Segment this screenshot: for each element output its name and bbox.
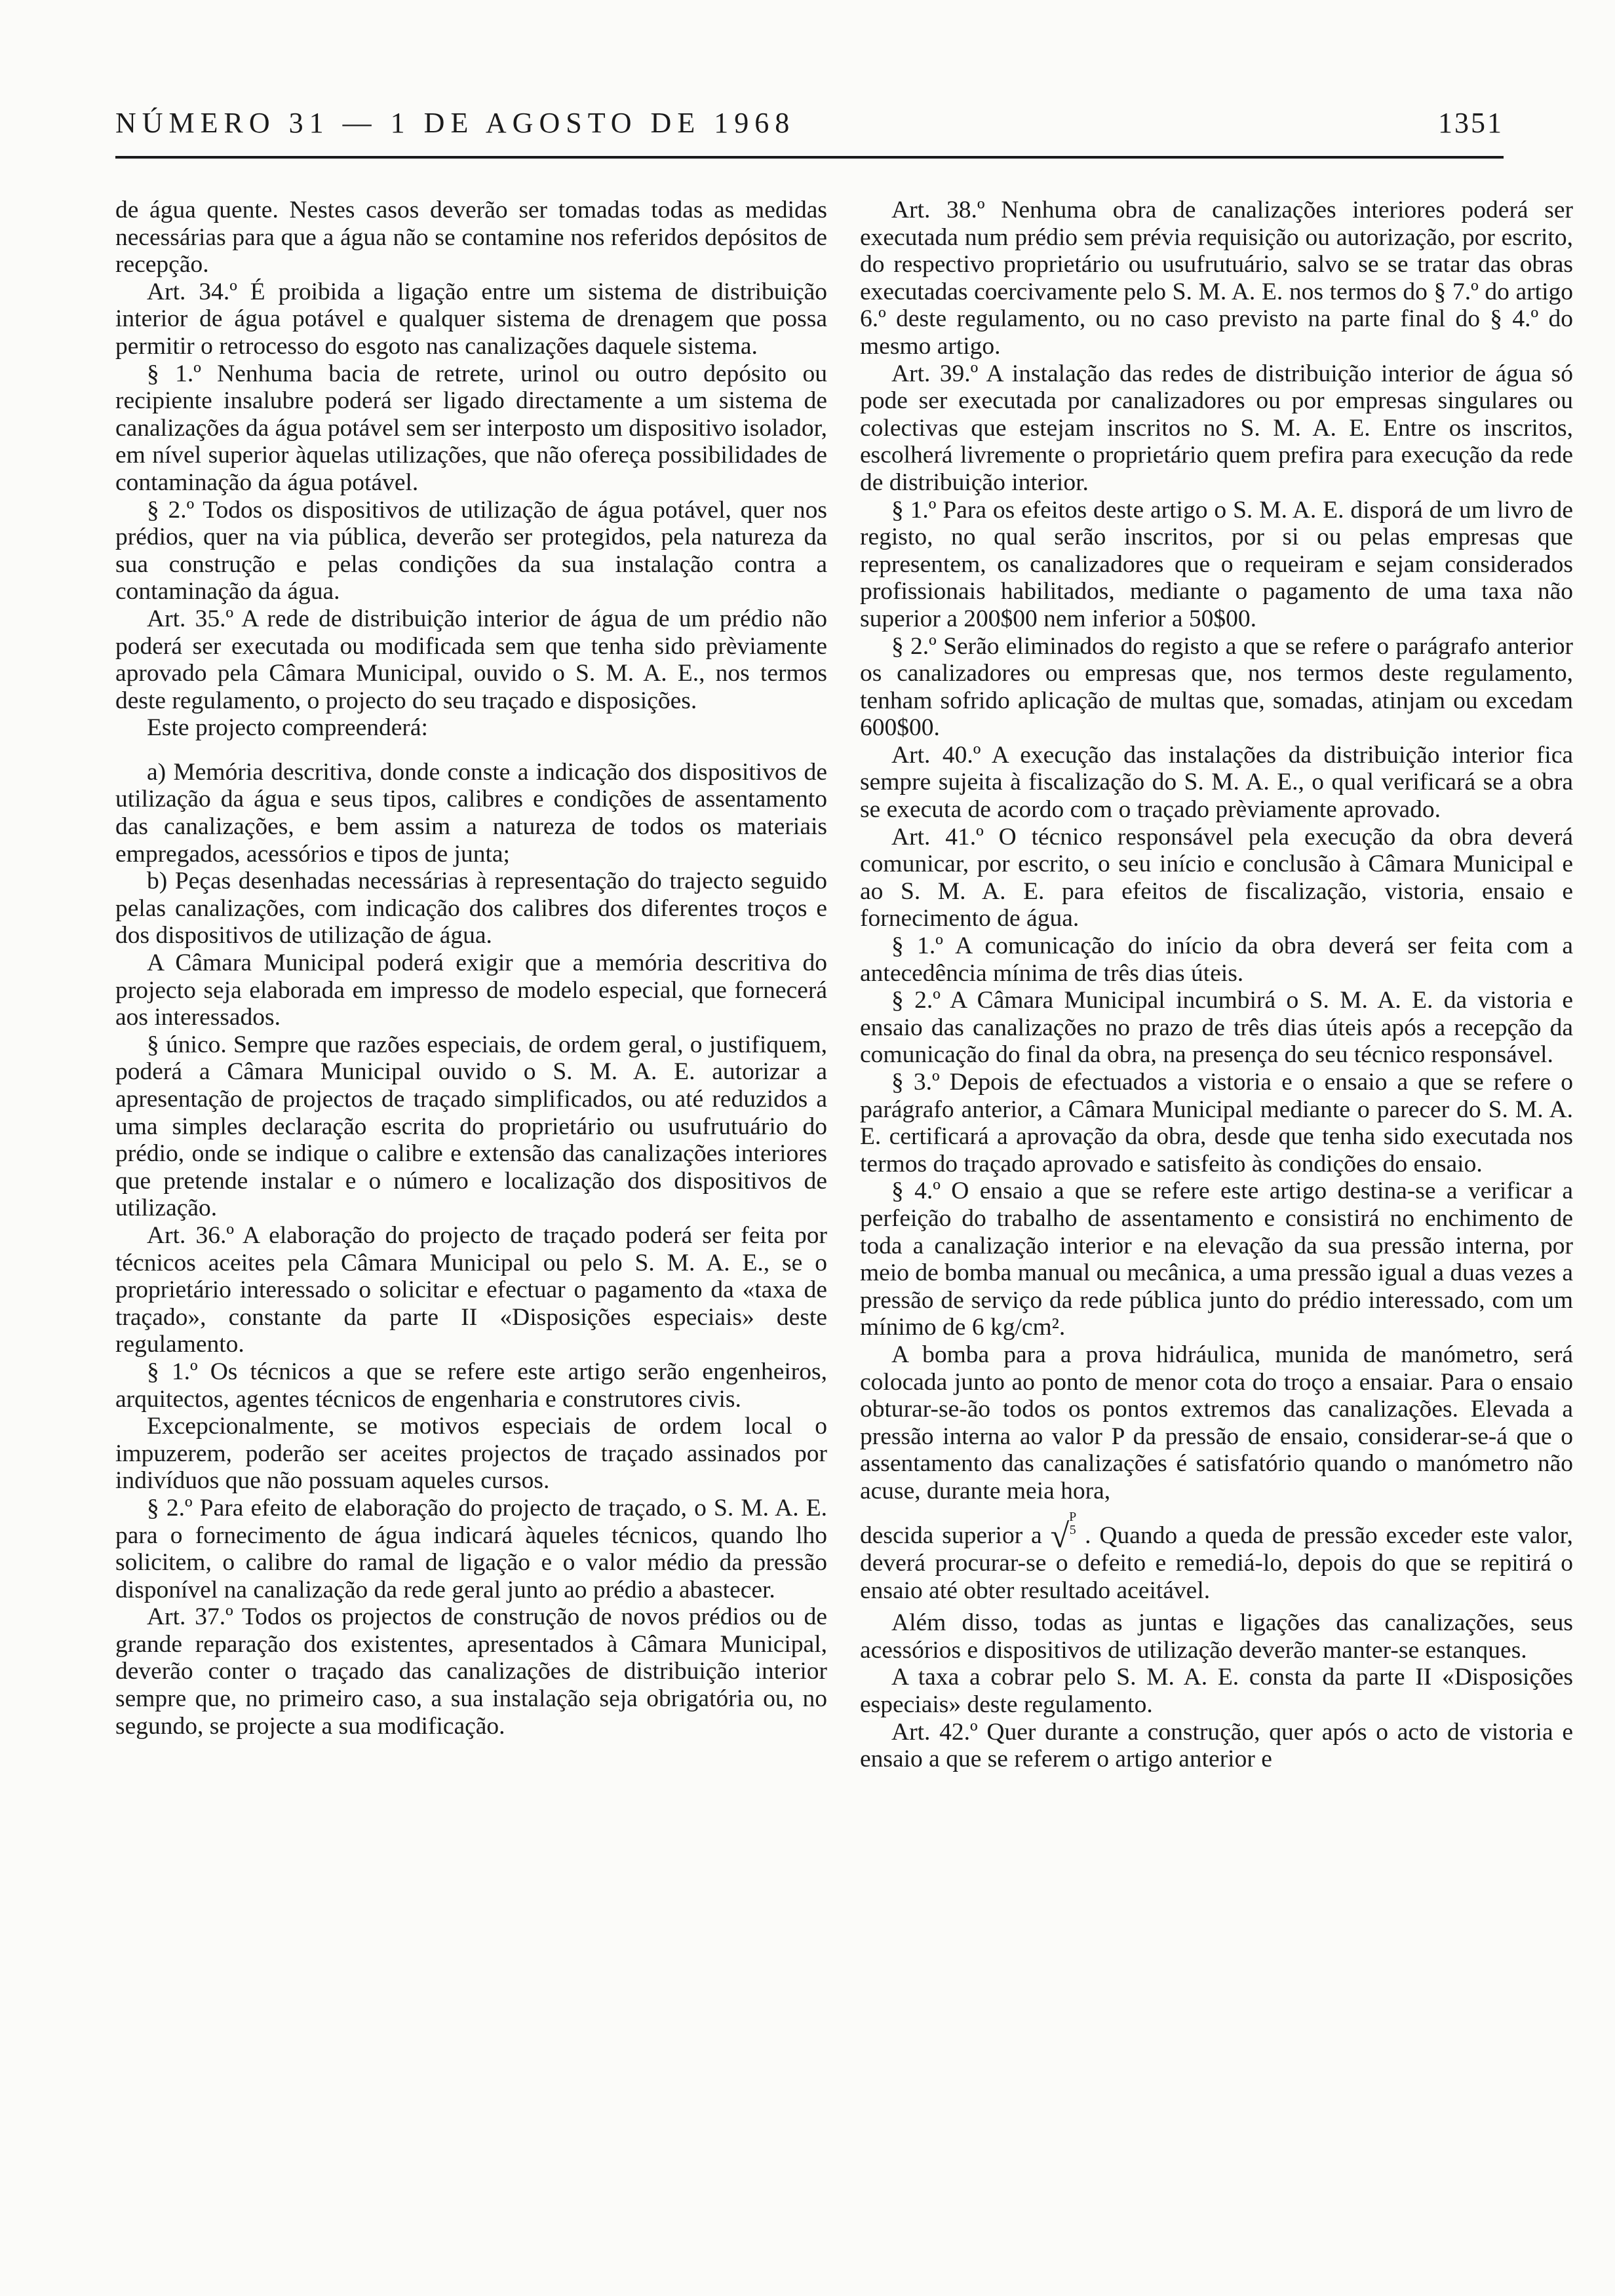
- paragraph: de água quente. Nestes casos deverão ser tomadas todas as medidas necessárias para que a água não se contamine nos referidos depósitos de recepção.: [115, 197, 827, 278]
- paragraph: § 2.º Para efeito de elaboração do projecto de traçado, o S. M. A. E. para o fornecimento de água indicará àqueles técnicos, quando lho solicitem, o calibre do ramal de ligação e o valor médio da pressão disponível na canalização da rede geral junto ao prédio a abastecer.: [115, 1494, 827, 1603]
- paragraph: § 1.º Os técnicos a que se refere este artigo serão engenheiros, arquitectos, agentes técnicos de engenharia e construtores civis.: [115, 1358, 827, 1413]
- root-symbol: √: [1050, 1517, 1070, 1555]
- header-rule: [115, 156, 1504, 159]
- paragraph: Além disso, todas as juntas e ligações das canalizações, seus acessórios e dispositivos de utilização deverão manter-se estanques.: [860, 1609, 1573, 1664]
- paragraph: § 2.º Todos os dispositivos de utilização de água potável, quer nos prédios, quer na via pública, deverão ser protegidos, pela natureza da sua construção e pelas condições da sua instalação contra a contaminação da água.: [115, 496, 827, 605]
- paragraph: Excepcionalmente, se motivos especiais de ordem local o impuzerem, poderão ser aceites projectos de traçado assinados por indivíduos que não possuam aqueles cursos.: [115, 1413, 827, 1495]
- page-header: [115, 98, 1504, 144]
- paragraph-art-36: Art. 36.º A elaboração do projecto de traçado poderá ser feita por técnicos aceites pela Câmara Municipal ou pelo S. M. A. E., se o proprietário interessado o solicitar e efectuar o pagamento da «taxa de traçado», constante da parte II «Disposições especiais» deste regulamento.: [115, 1221, 827, 1358]
- formula-tail: . Quando a queda de pressão exceder este valor, deverá procurar-se o defeito e remediá-lo, depois do que se repitirá o ensaio até obter resultado aceitável.: [860, 1521, 1574, 1604]
- paragraph-art-42: Art. 42.º Quer durante a construção, quer após o acto de vistoria e ensaio a que se referem o artigo anterior e: [860, 1718, 1573, 1773]
- issue-date: NÚMERO 31 — 1 DE AGOSTO DE 1968: [115, 107, 796, 139]
- paragraph: Este projecto compreenderá:: [147, 714, 428, 742]
- list-item-b: b) Peças desenhadas necessárias à representação do trajecto seguido pelas canalizações, com indicação dos calibres dos diferentes troços e dos dispositivos de utilização de água.: [115, 868, 827, 949]
- paragraph: § 2.º A Câmara Municipal incumbirá o S. M. A. E. da vistoria e ensaio das canalizações no prazo de três dias úteis após a recepção da comunicação do final da obra, na presença do seu técnico responsável.: [860, 987, 1573, 1069]
- formula-fraction: [1069, 1510, 1076, 1537]
- paragraph: § 4.º O ensaio a que se refere este artigo destina-se a verificar a perfeição do trabalho de assentamento e consistirá no enchimento de toda a canalização interior e na elevação da sua pressão interna, por meio de bomba manual ou mecânica, a uma pressão igual a duas vezes a pressão de serviço da rede pública junto do prédio interessado, com um mínimo de 6 kg/cm².: [860, 1177, 1573, 1341]
- fraction-numerator: P: [1069, 1509, 1077, 1524]
- right-column: [860, 197, 1573, 1773]
- formula-lead: descida superior a: [860, 1521, 1042, 1549]
- paragraph-art-38: Art. 38.º Nenhuma obra de canalizações interiores poderá ser executada num prédio sem prévia requisição ou autorização, por escrito, do respectivo proprietário ou usufrutuário, salvo se se tratar das obras executadas coercivamente pelo S. M. A. E. nos termos do § 7.º do artigo 6.º deste regulamento, ou no caso previsto na parte final do § 4.º do mesmo artigo.: [860, 197, 1573, 360]
- left-column: [115, 197, 827, 1740]
- paragraph-art-41: Art. 41.º O técnico responsável pela execução da obra deverá comunicar, por escrito, o seu início e conclusão à Câmara Municipal e ao S. M. A. E. para efeitos de fiscalização, vistoria, ensaio e fornecimento de água.: [860, 823, 1573, 932]
- paragraph-art-39: Art. 39.º A instalação das redes de distribuição interior de água só pode ser executada por canalizadores ou por empresas singulares ou colectivas que estejam inscritos no S. M. A. E. Entre os inscritos, escolherá livremente o proprietário quem prefira para execução da rede de distribuição interior.: [860, 360, 1573, 496]
- paragraph: § 2.º Serão eliminados do registo a que se refere o parágrafo anterior os canalizadores ou empresas que, nos termos deste regulamento, tenham sofrido aplicação de multas que, somadas, atinjam ou excedam 600$00.: [860, 632, 1573, 742]
- paragraph: § 1.º Nenhuma bacia de retrete, urinol ou outro depósito ou recipiente insalubre poderá ser ligado directamente a um sistema de canalizações da água potável sem ser interposto um dispositivo isolador, em nível superior àquelas utilizações, que não ofereça possibilidades de contaminação da água potável.: [115, 360, 827, 496]
- paragraph-art-40: Art. 40.º A execução das instalações da distribuição interior fica sempre sujeita à fiscalização do S. M. A. E., o qual verificará se a obra se executa de acordo com o traçado prèviamente aprovado.: [860, 741, 1573, 824]
- fraction-denominator: 5: [1069, 1522, 1076, 1537]
- paragraph: A Câmara Municipal poderá exigir que a memória descritiva do projecto seja elaborada em impresso de modelo especial, que fornecerá aos interessados.: [115, 949, 827, 1031]
- paragraph-art-34: Art. 34.º É proibida a ligação entre um sistema de distribuição interior de água potável e qualquer sistema de drenagem que possa permitir o retrocesso do esgoto nas canalizações daquele sistema.: [115, 278, 827, 360]
- paragraph: A taxa a cobrar pelo S. M. A. E. consta da parte II «Disposições especiais» deste regulamento.: [860, 1664, 1573, 1719]
- paragraph: A bomba para a prova hidráulica, munida de manómetro, será colocada junto ao ponto de menor cota do troço a ensaiar. Para o ensaio obturar-se-ão todos os pontos extremos das canalizações. Elevada a pressão interna ao valor P da pressão de ensaio, considerar-se-á que o assentamento das canalizações é satisfatório quando o manómetro não acuse, durante meia hora,: [860, 1341, 1573, 1504]
- page-number: 1351: [1438, 107, 1504, 139]
- paragraph: § 1.º A comunicação do início da obra deverá ser feita com a antecedência mínima de três dias úteis.: [860, 932, 1573, 987]
- list-item-a: a) Memória descritiva, donde conste a indicação dos dispositivos de utilização da água e seus tipos, calibres e condições de assentamento das canalizações, e bem assim a natureza de todos os materiais empregados, acessórios e tipos de junta;: [115, 758, 827, 868]
- paragraph: § único. Sempre que razões especiais, de ordem geral, o justifiquem, poderá a Câmara Municipal ouvido o S. M. A. E. autorizar a apresentação de projectos de traçado simplificados, ou até reduzidos a uma simples declaração escrita do proprietário ou usufrutuário do prédio, onde se indique o calibre e extensão das canalizações interiores que pretende instalar e o número e localização dos dispositivos de utilização.: [115, 1031, 827, 1222]
- formula-paragraph: [860, 1510, 1573, 1605]
- paragraph-art-35: Art. 35.º A rede de distribuição interior de água de um prédio não poderá ser executada ou modificada sem que tenha sido prèviamente aprovado pela Câmara Municipal, ouvido o S. M. A. E., nos termos deste regulamento, o projecto do seu traçado e disposições.: [115, 605, 827, 714]
- paragraph-art-37: Art. 37.º Todos os projectos de construção de novos prédios ou de grande reparação dos existentes, apresentados à Câmara Municipal, deverão conter o traçado das canalizações de distribuição interior sempre que, no primeiro caso, a sua instalação seja obrigatória ou, no segundo, se projecte a sua modificação.: [115, 1603, 827, 1740]
- paragraph: § 3.º Depois de efectuados a vistoria e o ensaio a que se refere o parágrafo anterior, a Câmara Municipal mediante o parecer do S. M. A. E. certificará a aprovação da obra, desde que tenha sido executada nos termos do traçado aprovado e satisfeito às condições do ensaio.: [860, 1069, 1573, 1177]
- paragraph: § 1.º Para os efeitos deste artigo o S. M. A. E. disporá de um livro de registo, no qual serão inscritos, por si ou pelas empresas que representem, os canalizadores que o requeiram e sejam considerados profissionais habilitados, mediante o pagamento de uma taxa não superior a 200$00 nem inferior a 50$00.: [860, 496, 1573, 632]
